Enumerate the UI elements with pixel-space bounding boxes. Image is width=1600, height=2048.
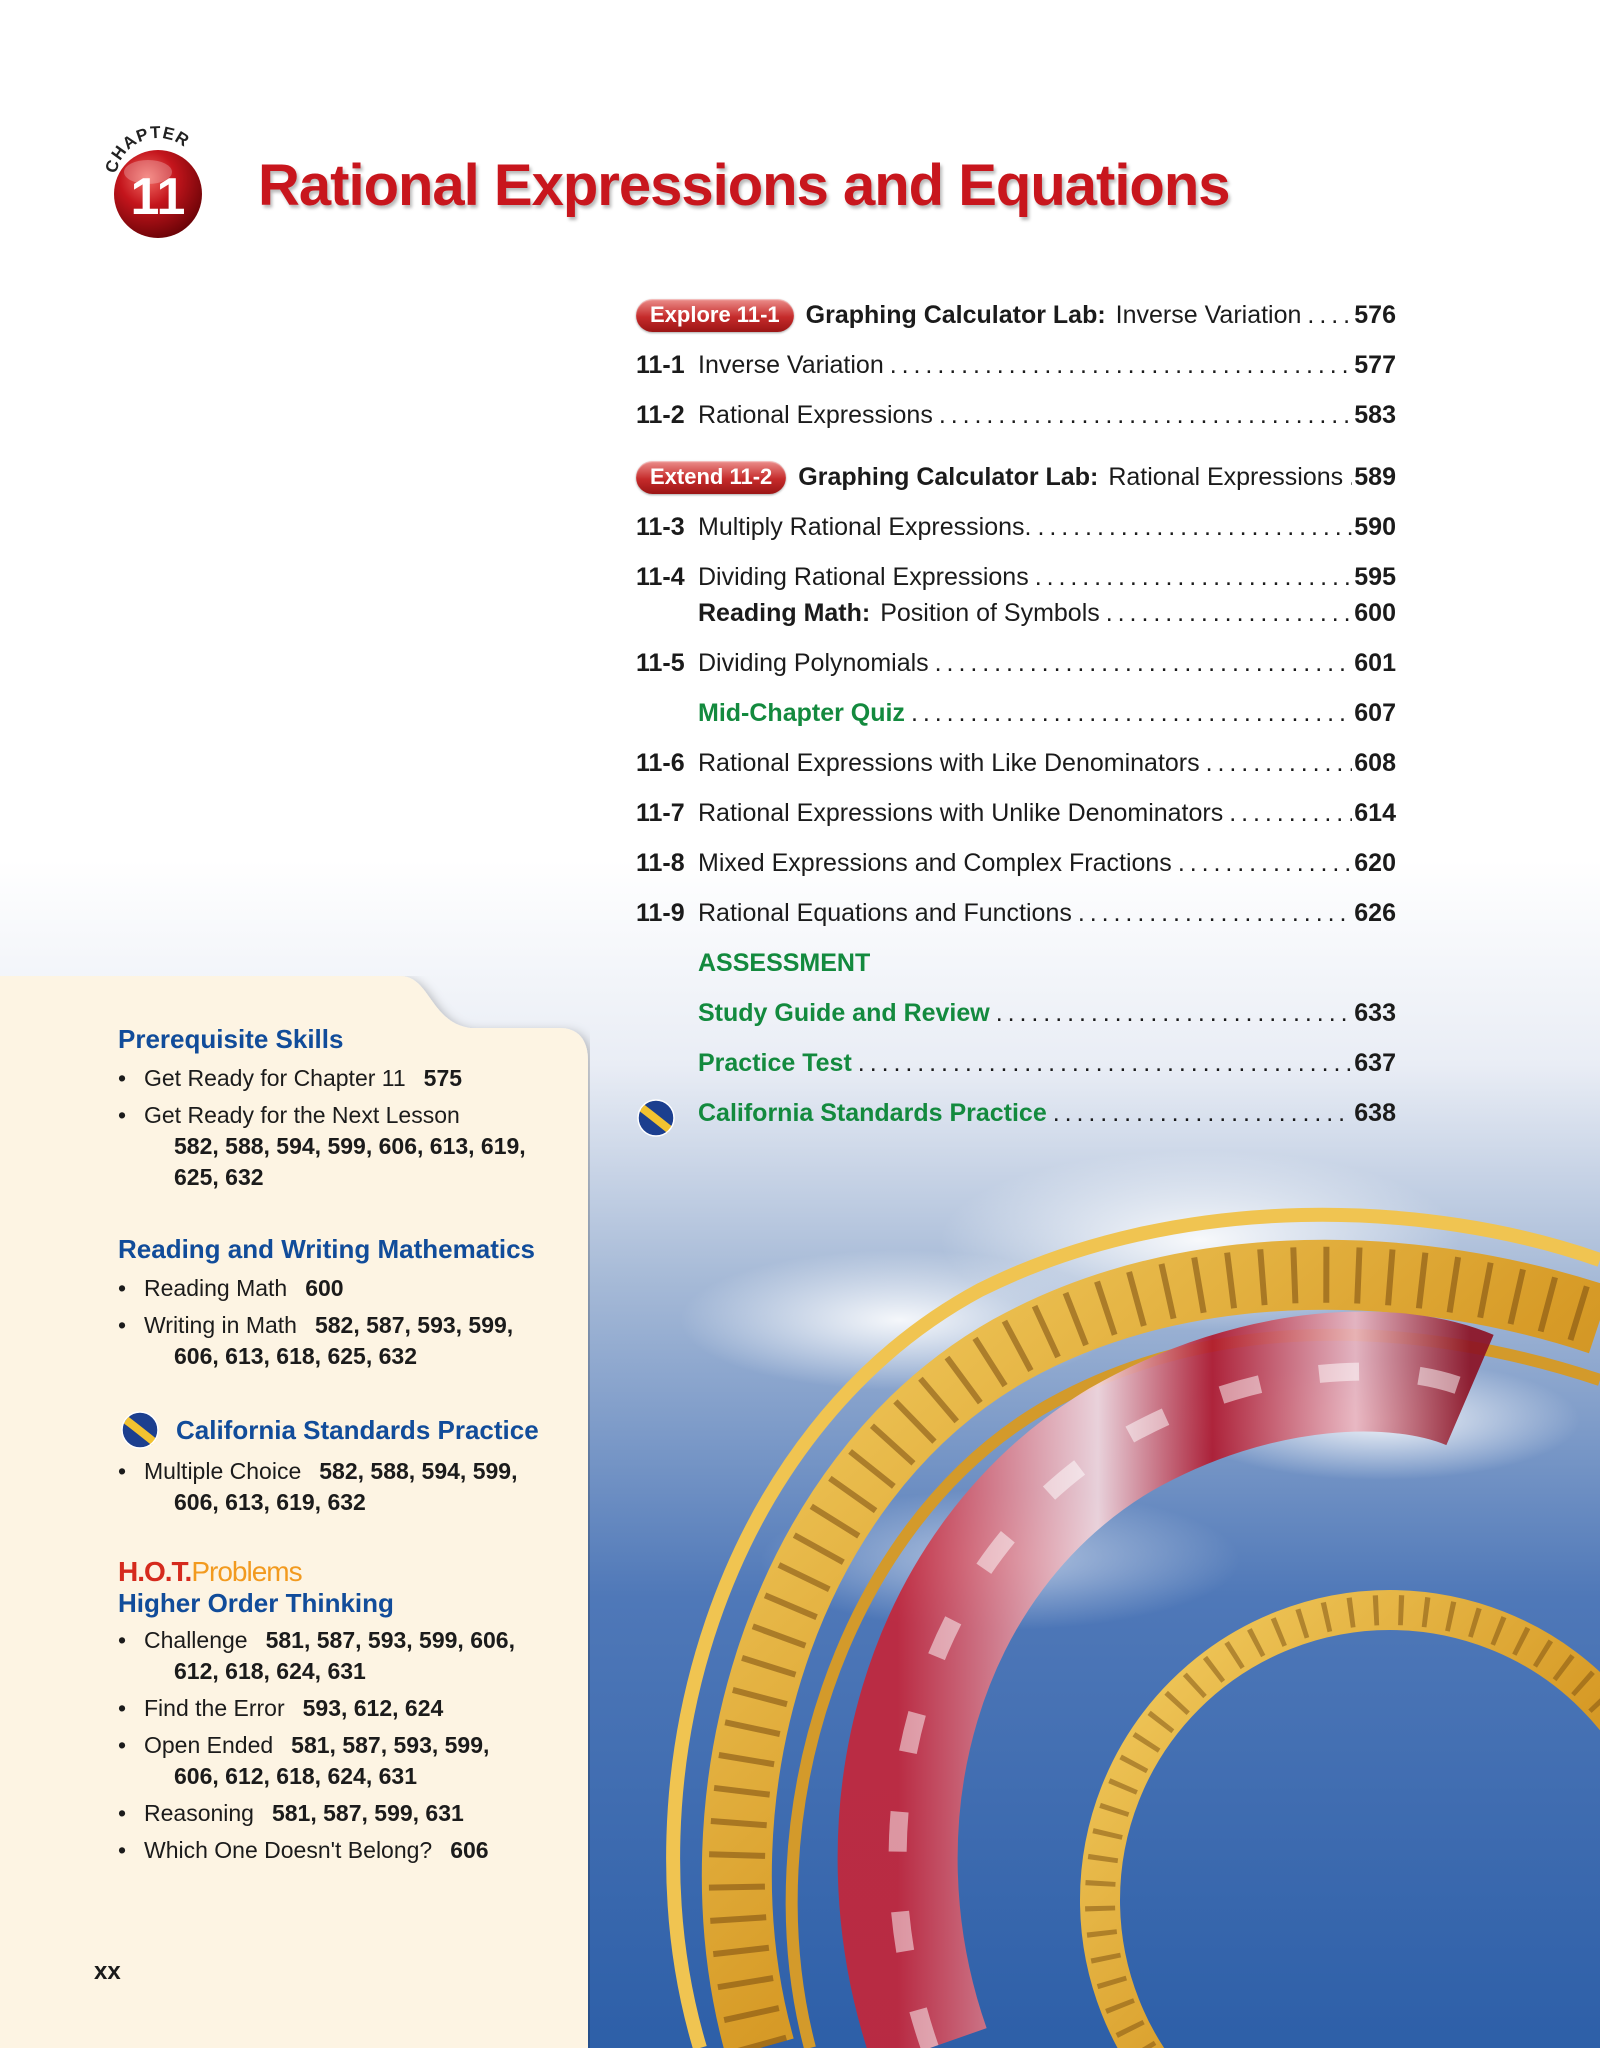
toc-row-11-3[interactable] [636, 508, 1396, 546]
item-label: Get Ready for Chapter 11 [144, 1065, 406, 1091]
item-pages: 600 [305, 1275, 344, 1301]
reading-writing-section [118, 1234, 578, 1372]
hot-problems-logo [118, 1556, 578, 1588]
list-item [118, 1625, 578, 1687]
list-item [118, 1730, 578, 1792]
toc-row-11-5[interactable] [636, 644, 1396, 682]
toc-page: 607 [1354, 698, 1396, 727]
toc-page: 614 [1354, 798, 1396, 827]
hot-heading: Higher Order Thinking [118, 1588, 394, 1618]
lesson-number: 11-6 [636, 748, 685, 777]
item-pages: 582, 587, 593, 599, [314, 1312, 514, 1338]
toc-title: Rational Expressions with Like Denominators [698, 748, 1200, 777]
item-label: Multiple Choice [144, 1458, 302, 1484]
toc-page: 595 [1354, 562, 1396, 591]
reading-writing-heading: Reading and Writing Mathematics [118, 1234, 536, 1264]
item-label: Get Ready for the Next Lesson [144, 1102, 460, 1128]
toc-row-11-8[interactable] [636, 844, 1396, 882]
lesson-number: 11-3 [636, 512, 685, 541]
toc-page: 637 [1354, 1048, 1396, 1077]
toc-lab-label: Graphing Calculator Lab: [798, 462, 1099, 491]
list-item [118, 1835, 578, 1866]
dot-leader [939, 401, 1352, 429]
item-label: Open Ended [144, 1732, 274, 1758]
dot-leader [996, 999, 1353, 1027]
lesson-number: 11-7 [636, 798, 685, 827]
toc-page: 620 [1354, 848, 1396, 877]
chapter-number-icon [96, 124, 220, 248]
item-pages-continued: 612, 618, 624, 631 [174, 1658, 366, 1684]
toc-row-11-2[interactable] [636, 396, 1396, 434]
california-heading-text: California Standards Practice [176, 1414, 539, 1445]
item-pages: 581, 587, 593, 599, [291, 1732, 490, 1758]
toc-title: Rational Expressions [1108, 462, 1344, 491]
dot-leader [935, 649, 1353, 677]
item-pages: 581, 587, 593, 599, 606, [265, 1627, 515, 1653]
item-label: Writing in Math [144, 1312, 297, 1338]
toc-title: Mid-Chapter Quiz [698, 698, 905, 727]
item-label: Challenge [144, 1627, 248, 1653]
toc-title: Mixed Expressions and Complex Fractions [698, 848, 1172, 877]
list-item [118, 1100, 578, 1193]
item-pages-continued: 606, 613, 618, 625, 632 [174, 1343, 417, 1369]
dot-leader [1229, 799, 1352, 827]
item-pages: 582, 588, 594, 599, 606, 613, 619, 625, 632 [174, 1133, 526, 1190]
california-standards-icon [118, 1410, 162, 1450]
toc-row-11-6[interactable] [636, 744, 1396, 782]
item-pages: 606 [450, 1837, 489, 1863]
dot-leader [911, 699, 1352, 727]
dot-leader [1178, 849, 1352, 877]
item-pages: 593, 612, 624 [302, 1695, 444, 1721]
toc-title: Dividing Polynomials [698, 648, 929, 677]
toc-page: 583 [1354, 400, 1396, 429]
california-heading [118, 1410, 578, 1450]
lesson-number: 11-9 [636, 898, 685, 927]
item-label: Reading Math [144, 1275, 288, 1301]
assessment-heading: ASSESSMENT [698, 948, 871, 977]
list-item [118, 1456, 578, 1518]
page-folio: xx [94, 1958, 121, 1985]
toc-title: Dividing Rational Expressions [698, 562, 1029, 591]
toc-row-california-standards[interactable] [636, 1094, 1396, 1132]
dot-leader [1206, 749, 1353, 777]
toc-page: 589 [1354, 462, 1396, 491]
toc-row-mid-chapter-quiz[interactable] [636, 694, 1396, 732]
toc-page: 577 [1354, 350, 1396, 379]
lesson-number: 11-4 [636, 562, 685, 591]
toc-page: 626 [1354, 898, 1396, 927]
toc-page: 576 [1354, 300, 1396, 329]
item-label: Which One Doesn't Belong? [144, 1837, 433, 1863]
toc-title: Position of Symbols [880, 598, 1100, 627]
toc-lab-label: Graphing Calculator Lab: [805, 300, 1106, 329]
toc-page: 638 [1354, 1098, 1396, 1127]
dot-leader [1307, 301, 1352, 329]
dot-leader [890, 351, 1353, 379]
toc-title: Rational Expressions [698, 400, 933, 429]
item-pages-continued: 606, 612, 618, 624, 631 [174, 1763, 417, 1789]
toc-row-11-4[interactable] [636, 558, 1396, 596]
toc-row-study-guide[interactable] [636, 994, 1396, 1032]
toc-title: Practice Test [698, 1048, 852, 1077]
toc-title: Rational Expressions with Unlike Denominators [698, 798, 1224, 827]
dot-leader [1078, 899, 1352, 927]
chapter-label: CHAPTER [101, 124, 194, 176]
item-pages: 581, 587, 599, 631 [271, 1800, 464, 1826]
list-item [118, 1310, 578, 1372]
item-label: Find the Error [144, 1695, 285, 1721]
list-item [118, 1693, 578, 1724]
dot-leader [1349, 463, 1352, 491]
toc-row-extend-11-2[interactable] [636, 458, 1396, 496]
toc-page: 601 [1354, 648, 1396, 677]
explore-badge: Explore 11-1 [636, 299, 794, 332]
hot-section [118, 1556, 578, 1866]
item-pages: 582, 588, 594, 599, [319, 1458, 518, 1484]
california-standards-icon [636, 1098, 676, 1138]
toc-page: 600 [1354, 598, 1396, 627]
toc-row-11-7[interactable] [636, 794, 1396, 832]
hot-logo-part-b: Problems [191, 1556, 302, 1587]
toc-heading-assessment [636, 944, 1396, 982]
item-pages-continued: 606, 613, 619, 632 [174, 1489, 366, 1515]
dot-leader [858, 1049, 1352, 1077]
prerequisite-section [118, 1024, 578, 1193]
toc-title: Multiply Rational Expressions. [698, 512, 1032, 541]
toc-page: 633 [1354, 998, 1396, 1027]
toc-title: Inverse Variation [698, 350, 884, 379]
toc-page: 590 [1354, 512, 1396, 541]
chapter-title: Rational Expressions and Equations [258, 153, 1230, 218]
toc-row-11-9[interactable] [636, 894, 1396, 932]
hot-logo-part-a: H.O.T. [118, 1556, 192, 1587]
toc-title: Study Guide and Review [698, 998, 990, 1027]
dot-leader [1053, 1099, 1353, 1127]
dot-leader [1106, 599, 1353, 627]
item-label: Reasoning [144, 1800, 254, 1826]
list-item [118, 1063, 578, 1094]
lesson-number: 11-1 [636, 350, 685, 379]
toc-page: 608 [1354, 748, 1396, 777]
toc-lab-label: Reading Math: [698, 598, 871, 627]
chapter-number: 11 [130, 168, 186, 226]
toc-row-reading-math[interactable] [636, 594, 1396, 632]
toc-title: Rational Equations and Functions [698, 898, 1072, 927]
extend-badge: Extend 11-2 [636, 461, 786, 494]
california-section [118, 1410, 578, 1518]
item-pages: 575 [423, 1065, 463, 1091]
list-item [118, 1798, 578, 1829]
lesson-number: 11-8 [636, 848, 685, 877]
lesson-number: 11-2 [636, 400, 685, 429]
toc-title: California Standards Practice [698, 1098, 1047, 1127]
prerequisite-heading: Prerequisite Skills [118, 1024, 344, 1054]
toc-row-11-1[interactable] [636, 346, 1396, 384]
dot-leader [1037, 513, 1352, 541]
toc-row-explore-11-1[interactable] [636, 296, 1396, 334]
dot-leader [1035, 563, 1353, 591]
toc-title: Inverse Variation [1115, 300, 1302, 329]
lesson-number: 11-5 [636, 648, 685, 677]
toc-row-practice-test[interactable] [636, 1044, 1396, 1082]
list-item [118, 1273, 578, 1304]
